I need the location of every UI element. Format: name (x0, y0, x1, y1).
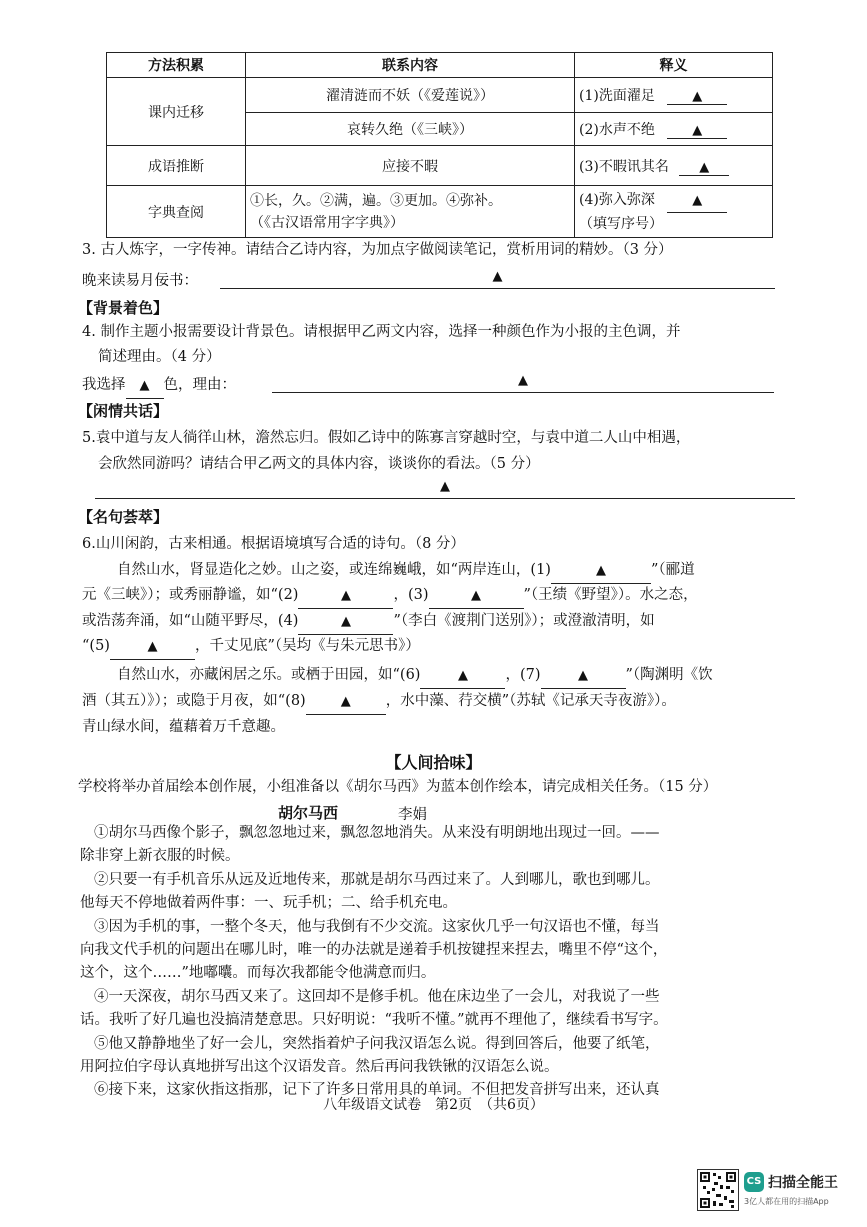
qr-code-graphic (698, 1170, 738, 1210)
section-heading: 【名句荟萃】 (78, 508, 169, 526)
story-line: 这个，这个……”地嘟囔。而每次我都能令他满意而归。 (80, 965, 436, 982)
answer-blank[interactable] (679, 159, 729, 176)
question-4: 4. 制作主题小报需要设计背景色。请根据甲乙两文内容，选择一种颜色作为小报的主色调，并 (82, 324, 681, 340)
meaning-text: (2)水声不绝 (579, 122, 655, 138)
answer-marker: ▲ (340, 614, 351, 629)
poem-fill-line (82, 583, 802, 609)
question-6: 6.山川闲韵，古来相通。根据语境填写合适的诗句。（8 分） (82, 536, 465, 552)
header-content: 联系内容 (246, 53, 575, 78)
fill-blank[interactable] (306, 689, 386, 715)
poem-fill-line (82, 634, 802, 660)
answer-line[interactable] (95, 478, 795, 499)
answer-marker: ▲ (692, 192, 703, 208)
question-4-cont: 简述理由。（4 分） (98, 349, 221, 365)
fill-text: 酒（其五）》）；或隐于月夜，如“(8) (82, 693, 306, 709)
color-blank[interactable] (126, 373, 164, 399)
answer-marker: ▲ (457, 668, 468, 683)
answer-marker: ▲ (699, 159, 710, 175)
story-line: 向我文代手机的问题出在哪儿时，唯一的办法就是递着手机按键捏来捏去，嘴里不停“这个， (80, 942, 668, 959)
answer-marker: ▲ (471, 588, 481, 603)
header-method: 方法积累 (107, 53, 246, 78)
answer-marker: ▲ (440, 479, 450, 494)
story-line: 他每天不停地做着两件事：一、玩手机；二、给手机充电。 (80, 895, 457, 912)
question-5: 5.袁中道与友人徜徉山林，澹然忘归。假如乙诗中的陈寡言穿越时空，与袁中道二人山中相遇， (82, 430, 691, 446)
fill-text: ，水中藻、荇交横”（苏轼《记承天寺夜游》）。 (385, 693, 676, 709)
qr-code-icon (697, 1169, 739, 1211)
answer-blank[interactable] (667, 189, 727, 213)
answer-marker: ▲ (595, 563, 606, 578)
fill-text: ，千丈见底”（吴均《与朱元思书》） (194, 638, 420, 654)
page-footer: 八年级语文试卷 第2页 （共6页） (323, 1097, 544, 1113)
poem-fill-line (117, 558, 807, 584)
answer-prompt: 我选择 (82, 377, 126, 393)
fill-blank[interactable] (298, 583, 393, 609)
story-title: 胡尔马西 (278, 804, 339, 822)
story-line: 话。我听了好几遍也没搞清楚意思。只好明说：“我听不懂。”就再不理他了，继续看书写字。 (80, 1012, 668, 1029)
fill-blank[interactable] (429, 583, 524, 609)
answer-blank[interactable] (667, 122, 727, 139)
content-cell: 应接不暇 (246, 146, 575, 186)
method-cell: 课内迁移 (107, 78, 246, 146)
fill-blank[interactable] (420, 663, 505, 689)
story-line: 除非穿上新衣服的时候。 (80, 848, 240, 865)
fill-blank[interactable] (551, 558, 651, 584)
answer-marker: ▲ (692, 89, 703, 104)
app-tagline: 3亿人都在用的扫描App (744, 1197, 829, 1206)
fill-text: 自然山水，亦藏闲居之乐。或栖于田园，如“(6) (117, 667, 421, 683)
meaning-cell (575, 146, 773, 186)
content-cell: 哀转久绝（《三峡》） (246, 113, 575, 146)
fill-text: ，(3) (393, 587, 429, 603)
answer-marker: ▲ (340, 588, 351, 603)
method-cell: 成语推断 (107, 146, 246, 186)
story-line: ④一天深夜，胡尔马西又来了。这回却不是修手机。他在床边坐了一会儿，对我说了一些 (94, 988, 660, 1005)
story-line: 用阿拉伯字母认真地拼写出这个汉语发音。然后再问我铁锹的汉语怎么说。 (80, 1059, 559, 1076)
app-name: 扫描全能王 (768, 1175, 838, 1191)
fill-blank[interactable] (298, 609, 393, 635)
fill-blank[interactable] (541, 663, 626, 689)
story-line: ③因为手机的事，一整个冬天，他与我倒有不少交流。这家伙几乎一句汉语也不懂，每当 (94, 918, 660, 935)
meaning-text: (1)洗面濯足 (579, 88, 655, 104)
poem-fill-line (82, 689, 802, 715)
header-meaning: 释义 (575, 53, 773, 78)
answer-marker: ▲ (147, 639, 158, 654)
answer-prompt: 晚来读易月佞书： (82, 273, 198, 289)
answer-line[interactable] (220, 268, 775, 289)
story-line: ①胡尔马西像个影子，飘忽忽地过来，飘忽忽地消失。从来没有明朗地出现过一回。—— (94, 825, 660, 841)
fill-text: 或浩荡奔涌，如“山随平野尽，(4) (82, 613, 299, 629)
fill-text: “(5) (82, 638, 110, 654)
fill-text: 元《三峡》）；或秀丽静谧，如“(2) (82, 587, 299, 603)
intro-text: 学校将举办首届绘本创作展，小组准备以《胡尔马西》为蓝本创作绘本，请完成相关任务。（15 分） (78, 779, 718, 795)
story-line: ②只要一有手机音乐从远及近地传来，那就是胡尔马西过来了。人到哪儿，歌也到哪儿。 (94, 871, 660, 888)
logo-text: CS (746, 1176, 762, 1187)
poem-fill-line (117, 663, 807, 689)
story-author: 李娟 (398, 807, 427, 823)
fill-text: 自然山水，肾显造化之妙。山之姿，或连绵巍峨，如“两岸连山，(1) (117, 562, 551, 578)
content-line: ①长，久。②满，遍。③更加。④弥补。 (250, 192, 502, 209)
fill-text: ”（陶渊明《饮 (625, 667, 713, 683)
meaning-text: (3)不暇讯其名 (579, 158, 669, 175)
method-table (106, 52, 773, 238)
content-line: （《古汉语常用字字典》） (250, 214, 404, 231)
answer-line[interactable] (272, 372, 774, 393)
answer-marker: ▲ (518, 373, 528, 388)
content-cell (246, 186, 575, 238)
answer-marker: ▲ (692, 123, 703, 138)
section-heading: 【闲情共话】 (78, 402, 169, 420)
section-heading: 【人间拾味】 (385, 753, 482, 772)
meaning-cell (575, 113, 773, 146)
answer-blank[interactable] (667, 88, 727, 105)
fill-text: ”（王绩《野望》）。水之态， (523, 587, 698, 603)
answer-marker: ▲ (340, 694, 351, 709)
answer-marker: ▲ (492, 269, 503, 284)
poem-fill-line: 青山绿水间，蕴藉着万千意趣。 (82, 719, 285, 735)
meaning-cell (575, 78, 773, 113)
content-cell: 濯清涟而不妖（《爱莲说》） (246, 78, 575, 113)
fill-text: ”（郦道 (650, 562, 695, 578)
fill-text: ”（李白《渡荆门送别》）；或澄澈清明，如 (393, 613, 655, 629)
meaning-text: (4)弥入弥深 (579, 191, 655, 208)
story-body (80, 822, 810, 1103)
meaning-cell (575, 186, 773, 238)
question-5-cont: 会欣然同游吗？请结合甲乙两文的具体内容，谈谈你的看法。（5 分） (98, 456, 540, 472)
answer-marker: ▲ (578, 668, 588, 683)
answer-prompt: 色，理由： (163, 377, 236, 393)
answer-marker: ▲ (139, 378, 150, 393)
method-cell: 字典查阅 (107, 186, 246, 238)
poem-fill-line (82, 609, 802, 635)
question-3: 3. 古人炼字，一字传神。请结合乙诗内容，为加点字做阅读笔记，赏析用词的精妙。（3 分） (82, 242, 673, 258)
camscanner-logo-icon (744, 1172, 764, 1192)
section-heading: 【背景着色】 (78, 299, 169, 317)
fill-blank[interactable] (110, 634, 195, 660)
story-line: ⑥接下来，这家伙指这指那，记下了许多日常用具的单词。不但把发音拼写出来，还认真 (94, 1082, 660, 1099)
story-line: ⑤他又静静地坐了好一会儿，突然指着炉子问我汉语怎么说。得到回答后，他要了纸笔， (94, 1035, 660, 1052)
fill-text: ，(7) (505, 667, 541, 683)
meaning-note: （填写序号） (579, 215, 663, 232)
